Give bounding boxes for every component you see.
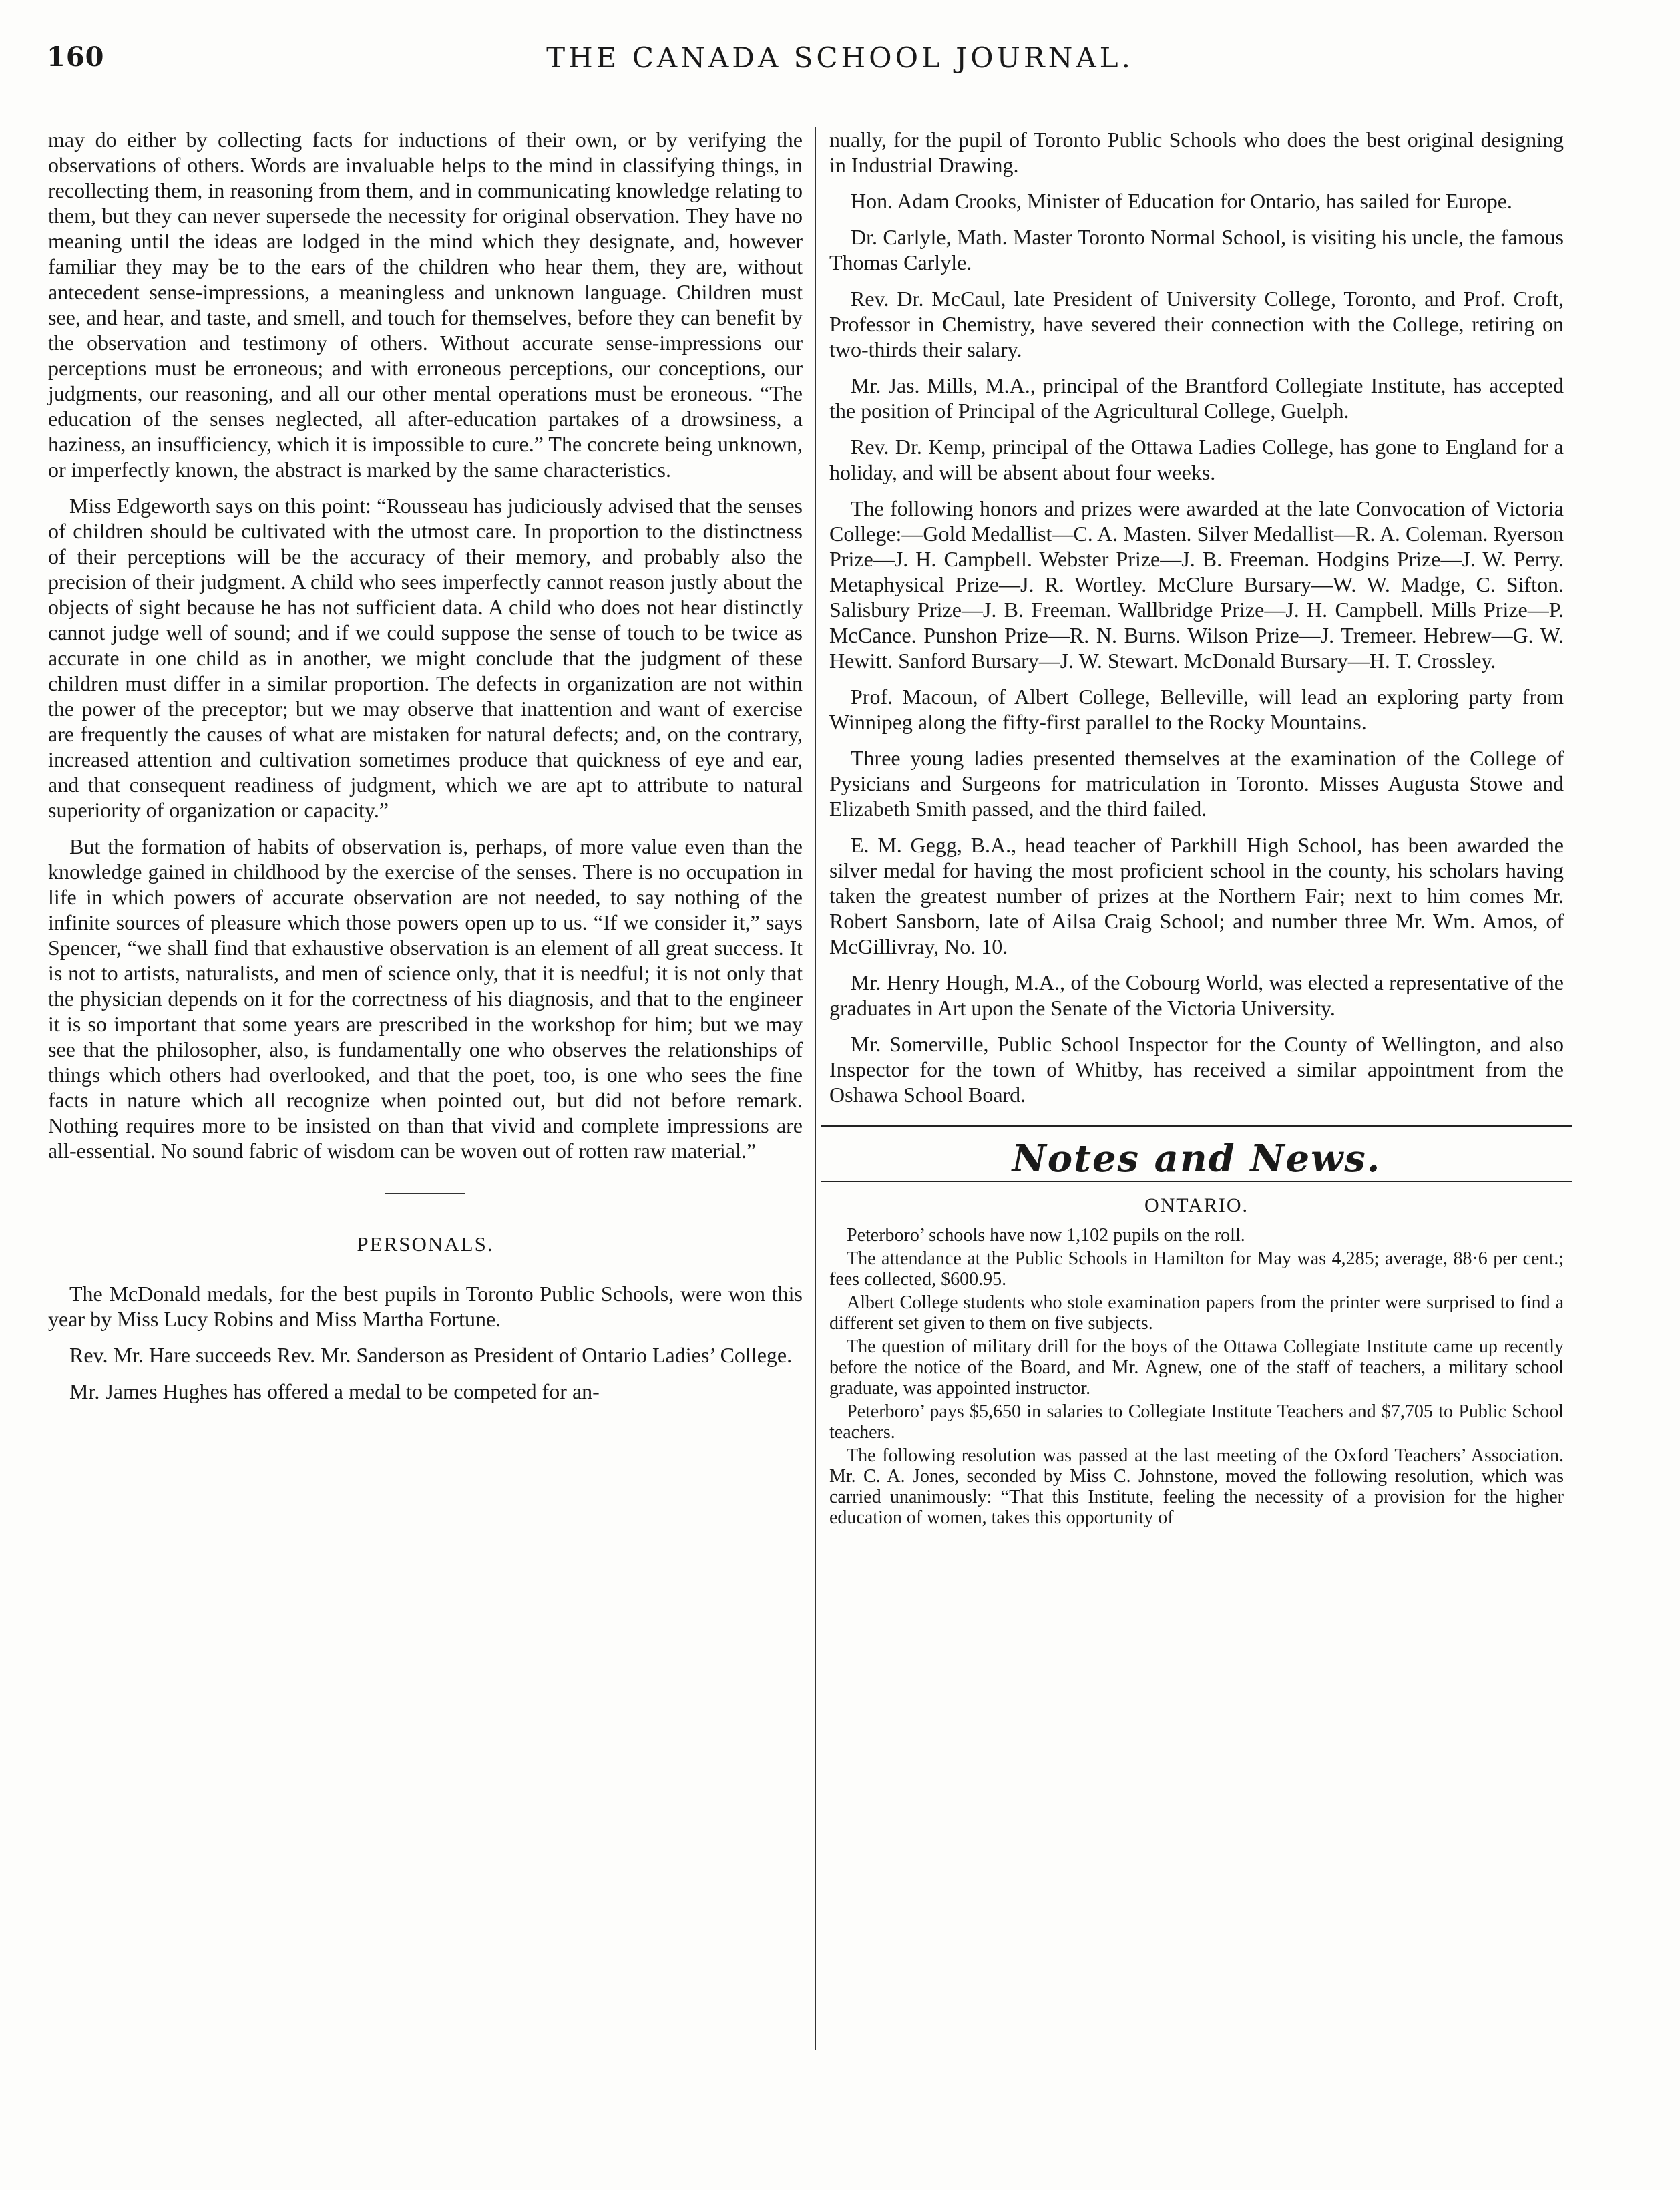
page-header bbox=[0, 41, 1680, 88]
personal-item: Rev. Dr. Kemp, principal of the Ottawa Ladies College, has gone to England for a holiday, and will be absent about four weeks. bbox=[829, 435, 1564, 484]
news-item: The question of military drill for the boys of the Ottawa Collegiate Institute came up recently before the notice of the Board, and Mr. Agnew, one of the staff of teachers, a military school graduate, was appointed instructor. bbox=[829, 1336, 1564, 1399]
personal-item: Rev. Dr. McCaul, late President of University College, Toronto, and Prof. Croft, Professor in Chemistry, have severed their connection with the College, retiring on two-thirds their salary. bbox=[829, 287, 1564, 361]
personal-item: Hon. Adam Crooks, Minister of Education for Ontario, has sailed for Europe. bbox=[851, 189, 1512, 213]
news-item: Albert College students who stole examination papers from the printer were surprised to find a different set given to them on five subjects. bbox=[829, 1292, 1564, 1334]
news-list bbox=[829, 1225, 1564, 1528]
personals-heading: PERSONALS. bbox=[357, 1232, 494, 1256]
ontario-heading: ONTARIO. bbox=[1144, 1194, 1249, 1216]
personal-item: Three young ladies presented themselves at the examination of the College of Pysicians and Surgeons for matriculation in Toronto. Misses Augusta Stowe and Elizabeth Smith passed, and the third failed. bbox=[829, 746, 1564, 821]
right-column bbox=[829, 127, 1564, 1531]
article-paragraph: But the formation of habits of observation is, perhaps, of more value even than the knowledge gained in childhood by the exercise of the senses. There is no occupation in life in which powers of accurate observation are not needed, to say nothing of the infinite sources of pleasure which those powers open up to us. “If we consider it,” says Spencer, “we shall find that exhaustive observation is an element of all great success. It is not to artists, naturalists, and men of science only, that it is needful; it is not only that the physician depends on it for the correctness of his diagnosis, and that to the engineer it is so important that some years are prescribed in the workshop for him; but we may see that the philosopher, also, is fundamentally one who observes the relationships of things which others had overlooked, and that the poet, too, is one who sees the fine facts in nature which all recognize when pointed out, but did not before remark. Nothing requires more to be insisted on than that vivid and complete impressions are all-essential. No sound fabric of wisdom can be woven out of rotten raw material.” bbox=[48, 834, 803, 1163]
personal-item: E. M. Gegg, B.A., head teacher of Parkhill High School, has been awarded the silver medal for having the most proficient school in the county, his scholars having taken the greatest number of prizes at the Northern Fair; next to him comes Mr. Robert Sansborn, late of Ailsa Craig School; and number three Mr. Wm. Amos, of McGillivray, No. 10. bbox=[829, 833, 1564, 958]
personal-item: The following honors and prizes were awarded at the late Convocation of Victoria College:—Gold Medallist—C. A. Masten. Silver Medallist—R. A. Coleman. Ryerson Prize—J. H. Campbell. Webster Prize—J. B. Freeman. Hodgins Prize—J. W. Perry. Metaphysical Prize—J. R. Wortley. McClure Bursary—W. W. Madge, C. Sifton. Salisbury Prize—J. B. Freeman. Wallbridge Prize—J. H. Campbell. Mills Prize—P. McCance. Punshon Prize—R. N. Burns. Wilson Prize—J. Tremeer. Hebrew—G. W. Hewitt. Sanford Bursary—J. W. Stewart. McDonald Bursary—H. T. Crossley. bbox=[829, 496, 1564, 673]
personal-item: nually, for the pupil of Toronto Public Schools who does the best original designing in Industrial Drawing. bbox=[829, 128, 1564, 177]
personal-item: Mr. Somerville, Public School Inspector for the County of Wellington, and also Inspector for the town of Whitby, has received a similar appointment from the Oshawa School Board. bbox=[829, 1032, 1564, 1107]
left-column bbox=[48, 127, 803, 1415]
page-number: 160 bbox=[47, 41, 105, 73]
personal-item: Mr. Henry Hough, M.A., of the Cobourg World, was elected a representative of the graduates in Art upon the Senate of the Victoria University. bbox=[829, 970, 1564, 1020]
news-item: The attendance at the Public Schools in Hamilton for May was 4,285; average, 88·6 per cent.; fees collected, $600.95. bbox=[829, 1248, 1564, 1290]
column-divider bbox=[815, 127, 816, 2050]
notes-rule bbox=[821, 1181, 1572, 1182]
personal-item: Prof. Macoun, of Albert College, Belleville, will lead an exploring party from Winnipeg along the fifty-first parallel to the Rocky Mountains. bbox=[829, 685, 1564, 734]
notes-rule bbox=[821, 1125, 1572, 1127]
news-item: Peterboro’ schools have now 1,102 pupils on the roll. bbox=[847, 1225, 1245, 1246]
article-paragraph: may do either by collecting facts for inductions of their own, or by verifying the observations of others. Words are invaluable helps to the mind in classifying things, in recollecting them, in reasoning from them, and in communicating knowledge relating to them, but they can never supersede the necessity for original observation. They have no meaning until the ideas are lodged in the mind which they designate, and, however familiar they may be to the ears of the children who hear them, they are, without antecedent sense-impressions, a meaningless and unknown language. Children must see, and hear, and taste, and smell, and touch for themselves, before they can benefit by the observation and testimony of others. Without accurate sense-impressions our perceptions must be erroneous; and with erroneous perceptions, our conceptions, our judgments, our reasoning, and all our other mental operations must be eroneous. “The education of the senses neglected, all after-education partakes of a drowsiness, a haziness, an insufficiency, which it is impossible to cure.” The concrete being unknown, or imperfectly known, the abstract is marked by the same characteristics. bbox=[48, 128, 803, 482]
journal-title: THE CANADA SCHOOL JOURNAL. bbox=[546, 41, 1134, 74]
personal-item: Dr. Carlyle, Math. Master Toronto Normal School, is visiting his uncle, the famous Thomas Carlyle. bbox=[829, 225, 1564, 275]
personal-item: Rev. Mr. Hare succeeds Rev. Mr. Sanderson as President of Ontario Ladies’ College. bbox=[69, 1343, 793, 1367]
notes-and-news-title: Notes and News. bbox=[1012, 1137, 1382, 1181]
news-item: Peterboro’ pays $5,650 in salaries to Collegiate Institute Teachers and $7,705 to Public School teachers. bbox=[829, 1401, 1564, 1443]
news-item: The following resolution was passed at the last meeting of the Oxford Teachers’ Association. Mr. C. A. Jones, seconded by Miss C. Johnstone, moved the following resolution, which was carried unanimously: “That this Institute, feeling the necessity of a provision for the higher education of women, takes this opportunity of bbox=[829, 1445, 1564, 1528]
section-divider bbox=[385, 1193, 465, 1194]
personal-item: Mr. James Hughes has offered a medal to be competed for an- bbox=[69, 1379, 600, 1403]
personal-item: The McDonald medals, for the best pupils in Toronto Public Schools, were won this year by Miss Lucy Robins and Miss Martha Fortune. bbox=[48, 1282, 803, 1331]
personal-item: Mr. Jas. Mills, M.A., principal of the Brantford Collegiate Institute, has accepted the position of Principal of the Agricultural College, Guelph. bbox=[829, 373, 1564, 423]
article-paragraph: Miss Edgeworth says on this point: “Rousseau has judiciously advised that the senses of children should be cultivated with the utmost care. In proportion to the distinctness of their perceptions will be the accuracy of their memory, and probably also the precision of their judgment. A child who sees imperfectly cannot reason justly about the objects of sight because he has not sufficient data. A child who does not hear distinctly cannot judge well of sound; and if we could suppose the sense of touch to be twice as accurate in one child as in another, we might conclude that the judgment of these children must differ in a similar proportion. The defects in organization are not within the power of the preceptor; but we may observe that inattention and want of exercise are frequently the causes of what are mistaken for natural defects; and, on the contrary, increased attention and cultivation sometimes produce that quickness of eye and ear, and that consequent readiness of judgment, which we are apt to attribute to natural superiority of organization or capacity.” bbox=[48, 494, 803, 822]
